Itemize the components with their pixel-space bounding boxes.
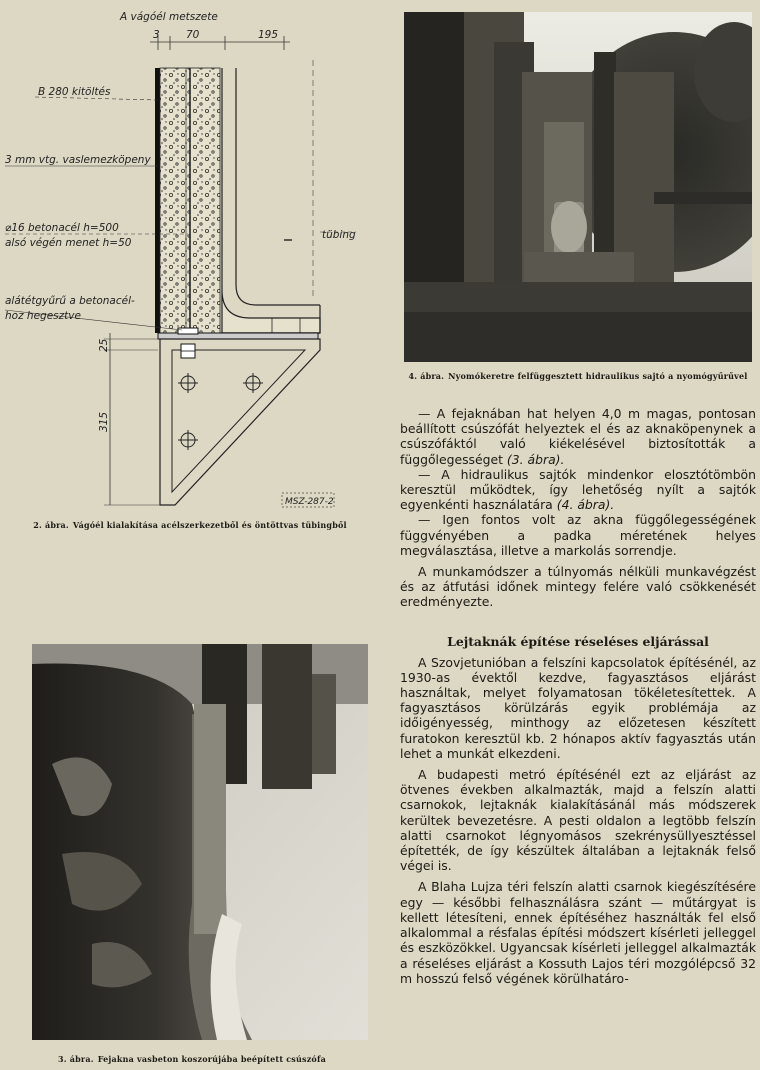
steel-plate <box>155 68 160 333</box>
caption-number: 3. ábra. <box>58 1054 94 1064</box>
dim-195: 195 <box>258 29 279 41</box>
paragraph-text: — A hidraulikus sajtók mindenkor elosztótömbön keresztül működtek, így lehetőség nyílt a sajtók egyenkénti használatára <box>400 466 756 513</box>
caption-number: 4. ábra. <box>408 371 445 381</box>
figure-2-drawing <box>0 0 380 520</box>
paragraph <box>400 406 756 467</box>
label-ring-2: hoz hegesztve <box>5 310 81 322</box>
figure-2-caption <box>10 521 370 530</box>
label-ring: alátétgyűrű a betonacél- <box>5 295 135 307</box>
dim-70: 70 <box>186 29 200 41</box>
paragraph-text: — A fejaknában hat helyen 4,0 m magas, pontosan beállított csúszófát helyeztek el és az aknaköpenynek a csúszófáktól való kiékelésével biztosították a függőlegességet <box>400 406 756 467</box>
caption-number: 2. ábra. <box>33 520 69 530</box>
figure-3-photo <box>32 644 368 1040</box>
figure-4-caption <box>404 372 752 381</box>
drawing-code: MSZ-287-2 <box>285 497 334 507</box>
steel-bracket <box>160 339 320 505</box>
text-column <box>400 406 756 986</box>
dim-3: 3 <box>153 29 160 41</box>
figure-reference: (3. ábra). <box>506 451 565 467</box>
label-fill: B 280 kitöltés <box>38 86 111 98</box>
caption-text: Nyomókeretre felfüggesztett hidraulikus sajtó a nyomógyűrűvel <box>448 371 748 381</box>
paragraph: A Blaha Lujza téri felszín alatti csarnok kiegészítésére egy — későbbi felhasználásra szánt — műtárgyat is kellett létesíteni, ennek építéséhez használták fel első alkalommal a résfalas építési módszert kísérleti jelleggel és eszközökkel. Ugyancsak kísérleti jelleggel alkalmazták a réseléses eljárást a Kossuth Lajos téri mozgólépcső 32 m hosszú felső végének körülhatáro- <box>400 879 756 986</box>
paragraph: — Igen fontos volt az akna függőlegességének függvényében a padka méretének helyes megválasztása, illetve a markolás sorrendje. <box>400 512 756 558</box>
paragraph: A budapesti metró építésénél ezt az eljárást az ötvenes években alkalmazták, majd a felszín alatti csarnokok, lejtaknák kialakításánál más módszerek kerültek bevezetésre. A pesti oldalon a legtöbb felszín alatti csarnokot légnyomásos szekrénysüllyesztéssel építették, de így készültek általában a lejtaknák felső végei is. <box>400 767 756 874</box>
figure-reference: (4. ábra). <box>556 497 615 513</box>
paragraph: A munkamódszer a túlnyomás nélküli munkavégzést és az átfutási időnek mintegy felére való csökkenését eredményezte. <box>400 564 756 610</box>
paragraph: A Szovjetunióban a felszíni kapcsolatok építésénél, az 1930-as évektől kezdve, fagyasztásos eljárást használtak, melyet folyamatosan tökéletesítettek. A fagyasztásos körülzárás egyik problémája az időigényesség, minthogy az előzetesen készített furatokon keresztül kb. 2 hónapos aktív fagyasztás után lehet a munkát elkezdeni. <box>400 654 756 761</box>
label-rebar: ⌀16 betonacél h=500 <box>5 222 119 234</box>
dim-315: 315 <box>98 411 110 432</box>
figure-4-photo <box>404 12 752 362</box>
label-section: A vágóél metszete <box>120 11 218 23</box>
paragraph <box>400 467 756 513</box>
section-heading: Lejtaknák építése réseléses eljárással <box>447 633 709 649</box>
caption-text: Vágóél kialakítása acélszerkezetből és öntöttvas tübingből <box>72 520 347 530</box>
caption-text: Fejakna vasbeton koszorújába beépített csúszófa <box>97 1054 326 1064</box>
label-rebar-thread: alsó végén menet h=50 <box>5 237 132 249</box>
figure-3-caption <box>12 1055 372 1064</box>
label-plate: 3 mm vtg. vaslemezköpeny <box>5 154 151 166</box>
label-tubing: tübing <box>322 229 356 241</box>
dim-25: 25 <box>98 338 110 352</box>
